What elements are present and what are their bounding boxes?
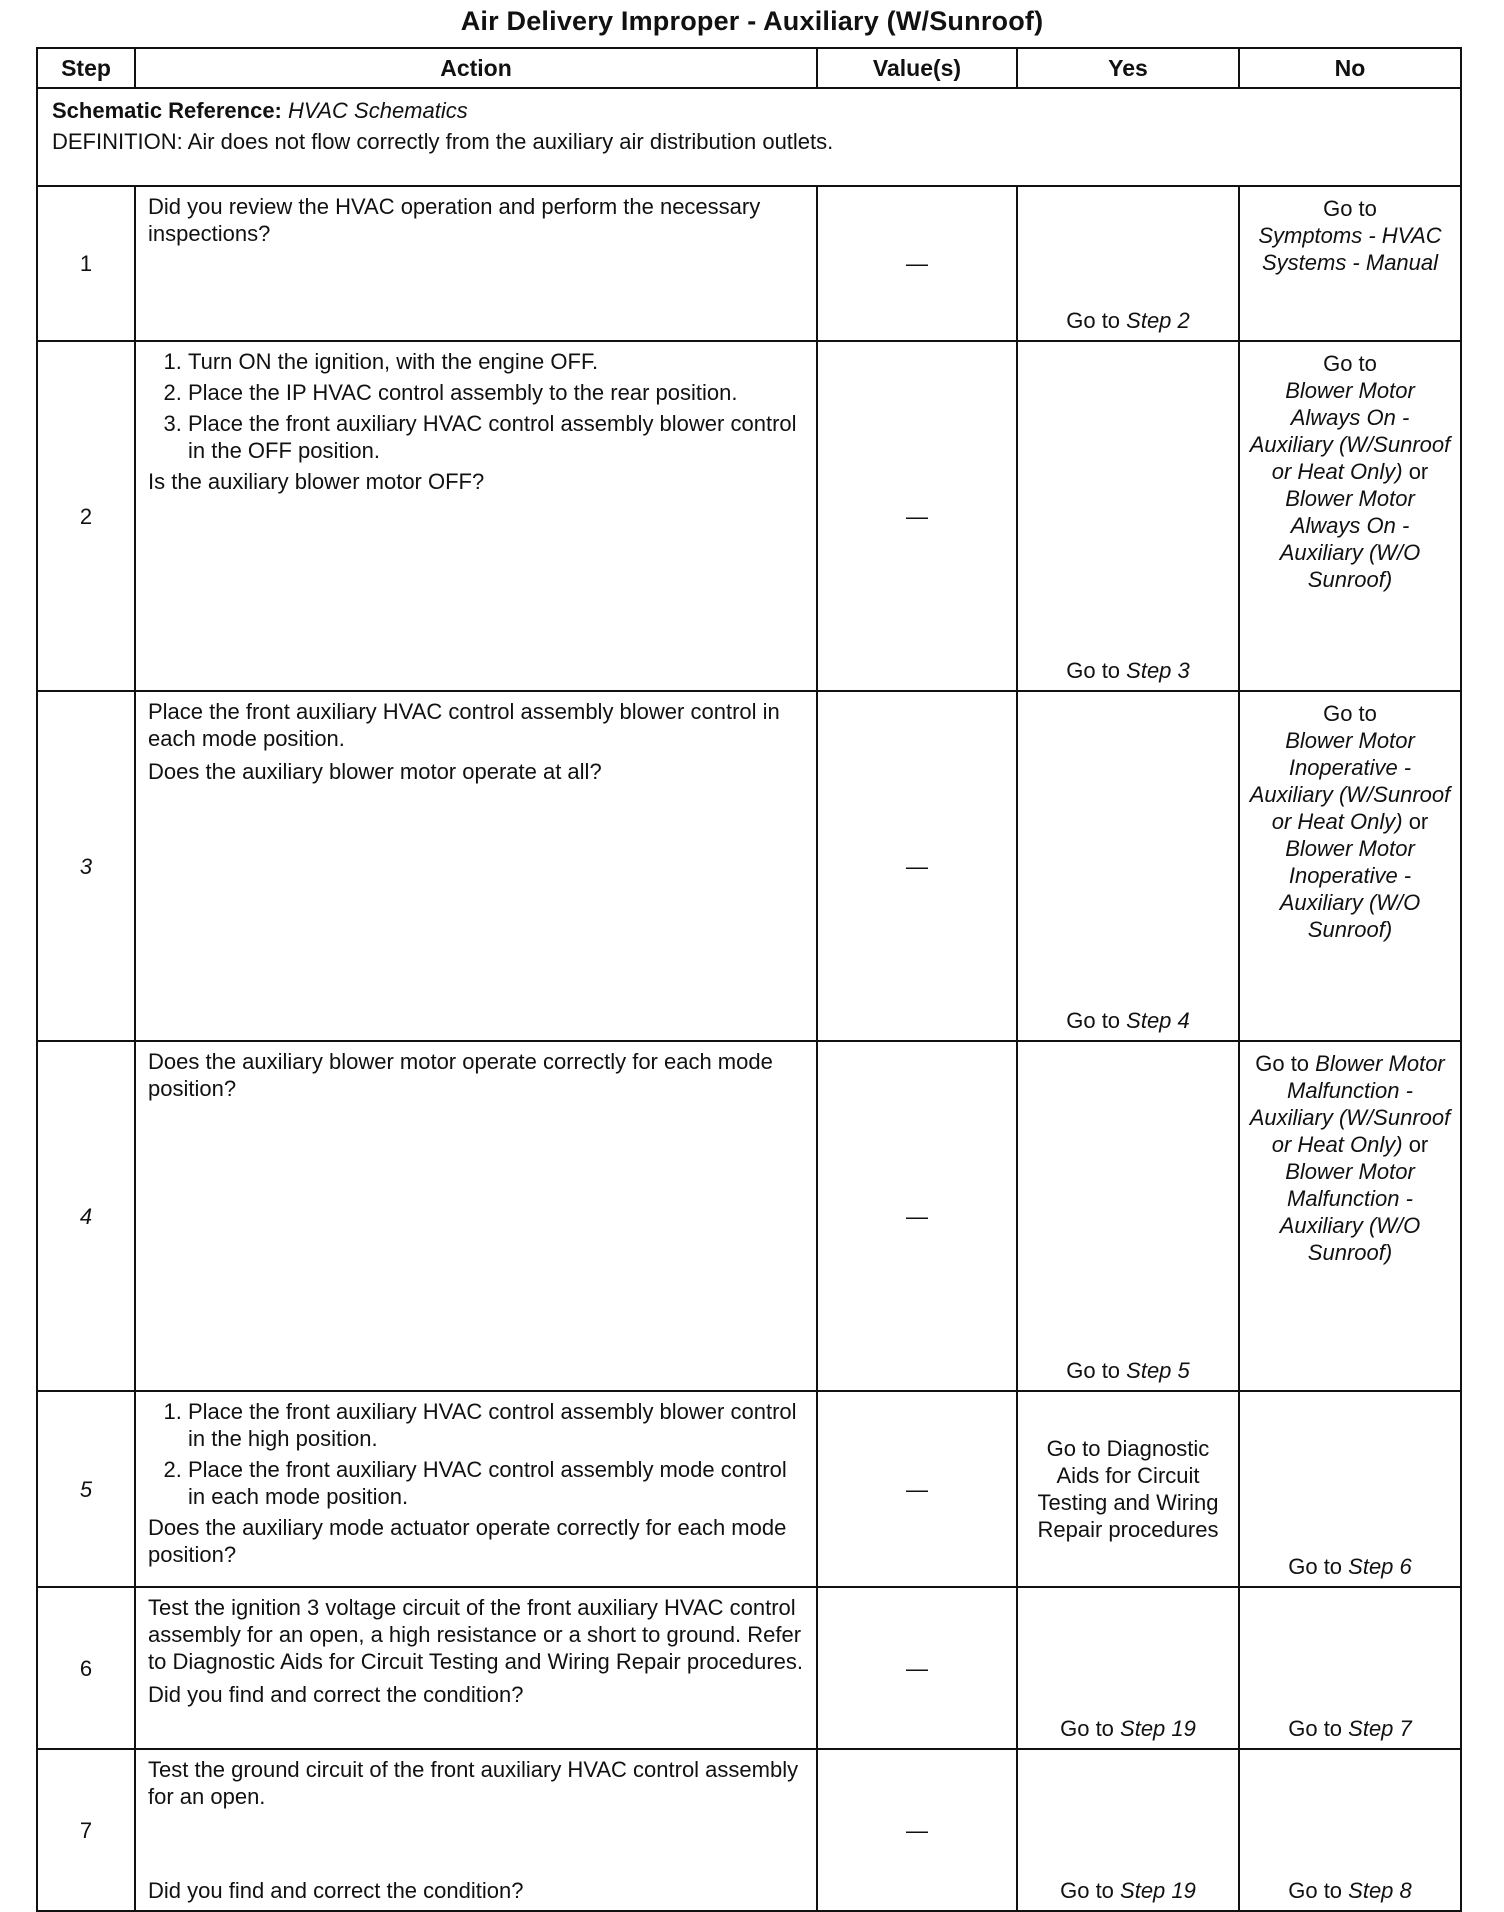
step-number: 4 bbox=[37, 1041, 135, 1391]
table-row bbox=[37, 1587, 1461, 1749]
step-question: Did you review the HVAC operation and perform the necessary inspections? bbox=[148, 194, 761, 246]
table-row bbox=[37, 691, 1461, 1041]
step-question: Did you find and correct the condition? bbox=[148, 1682, 524, 1707]
schematic-link[interactable]: HVAC Schematics bbox=[288, 98, 468, 123]
yes-link[interactable]: Go to Step 3 bbox=[1066, 658, 1190, 683]
value-cell: — bbox=[817, 1041, 1017, 1391]
definition-text: DEFINITION: Air does not flow correctly from the auxiliary air distribution outlets. bbox=[52, 129, 834, 154]
header-yes: Yes bbox=[1017, 48, 1239, 88]
action-list bbox=[148, 1398, 804, 1510]
step-number: 7 bbox=[37, 1749, 135, 1911]
diagnostic-table bbox=[36, 47, 1462, 1912]
step-instruction: Place the front auxiliary HVAC control assembly blower control in each mode position. bbox=[148, 699, 780, 751]
step-number: 5 bbox=[37, 1391, 135, 1587]
step-number: 1 bbox=[37, 186, 135, 341]
value-cell: — bbox=[817, 1749, 1017, 1911]
table-row bbox=[37, 341, 1461, 691]
step-instruction: Test the ground circuit of the front auxiliary HVAC control assembly for an open. bbox=[148, 1757, 799, 1809]
step-question: Is the auxiliary blower motor OFF? bbox=[148, 469, 485, 494]
no-link[interactable]: Go to Step 7 bbox=[1288, 1716, 1412, 1741]
no-link[interactable]: Go to Blower Motor Malfunction - Auxiliary (W/Sunroof or Heat Only) or Blower Motor Malfunction - Auxiliary (W/O Sunroof) bbox=[1249, 1051, 1451, 1265]
value-cell: — bbox=[817, 691, 1017, 1041]
action-list bbox=[148, 348, 804, 464]
table-row bbox=[37, 186, 1461, 341]
list-item: 1. Place the front auxiliary HVAC control assembly blower control in the high position. bbox=[188, 1398, 804, 1452]
value-cell: — bbox=[817, 341, 1017, 691]
step-question: Does the auxiliary blower motor operate at all? bbox=[148, 759, 602, 784]
list-item: 2. Place the IP HVAC control assembly to the rear position. bbox=[188, 379, 804, 406]
step-question: Does the auxiliary mode actuator operate correctly for each mode position? bbox=[148, 1515, 787, 1567]
yes-link[interactable]: Go to Diagnostic Aids for Circuit Testing and Wiring Repair procedures bbox=[1037, 1436, 1219, 1542]
table-row bbox=[37, 1749, 1461, 1911]
header-row bbox=[37, 48, 1461, 88]
header-step: Step bbox=[37, 48, 135, 88]
step-number: 6 bbox=[37, 1587, 135, 1749]
header-action: Action bbox=[135, 48, 817, 88]
no-link[interactable]: Go to Blower Motor Always On - Auxiliary (W/Sunroof or Heat Only) or Blower Motor Always On - Auxiliary (W/O Sunroof) bbox=[1249, 351, 1451, 592]
step-number: 2 bbox=[37, 341, 135, 691]
value-cell: — bbox=[817, 1391, 1017, 1587]
table-row bbox=[37, 1041, 1461, 1391]
no-link[interactable]: Go to Step 6 bbox=[1288, 1554, 1412, 1579]
step-instruction: Test the ignition 3 voltage circuit of the front auxiliary HVAC control assembly for an open, a high resistance or a short to ground. Refer to Diagnostic Aids for Circuit Testing and Wiring Repair procedures. bbox=[148, 1595, 804, 1674]
yes-link[interactable]: Go to Step 19 bbox=[1060, 1716, 1196, 1741]
value-cell: — bbox=[817, 1587, 1017, 1749]
reference-row bbox=[37, 88, 1461, 186]
list-item: 2. Place the front auxiliary HVAC control assembly mode control in each mode position. bbox=[188, 1456, 804, 1510]
yes-link[interactable]: Go to Step 4 bbox=[1066, 1008, 1190, 1033]
step-question: Did you find and correct the condition? bbox=[148, 1878, 524, 1903]
table-row bbox=[37, 1391, 1461, 1587]
step-question: Does the auxiliary blower motor operate correctly for each mode position? bbox=[148, 1049, 773, 1101]
no-link[interactable]: Go to Blower Motor Inoperative - Auxiliary (W/Sunroof or Heat Only) or Blower Motor Inoperative - Auxiliary (W/O Sunroof) bbox=[1249, 701, 1451, 942]
list-item: 1. Turn ON the ignition, with the engine OFF. bbox=[188, 348, 804, 375]
list-item: 3. Place the front auxiliary HVAC control assembly blower control in the OFF position. bbox=[188, 410, 804, 464]
header-values: Value(s) bbox=[817, 48, 1017, 88]
yes-link[interactable]: Go to Step 5 bbox=[1066, 1358, 1190, 1383]
yes-link[interactable]: Go to Step 19 bbox=[1060, 1878, 1196, 1903]
header-no: No bbox=[1239, 48, 1461, 88]
yes-link[interactable]: Go to Step 2 bbox=[1066, 308, 1190, 333]
no-link[interactable]: Go to Step 8 bbox=[1288, 1878, 1412, 1903]
value-cell: — bbox=[817, 186, 1017, 341]
page-title: Air Delivery Improper - Auxiliary (W/Sunroof) bbox=[460, 6, 1044, 36]
schematic-label: Schematic Reference: bbox=[52, 98, 282, 123]
step-number: 3 bbox=[37, 691, 135, 1041]
no-link[interactable]: Go to Symptoms - HVAC Systems - Manual bbox=[1258, 196, 1442, 275]
